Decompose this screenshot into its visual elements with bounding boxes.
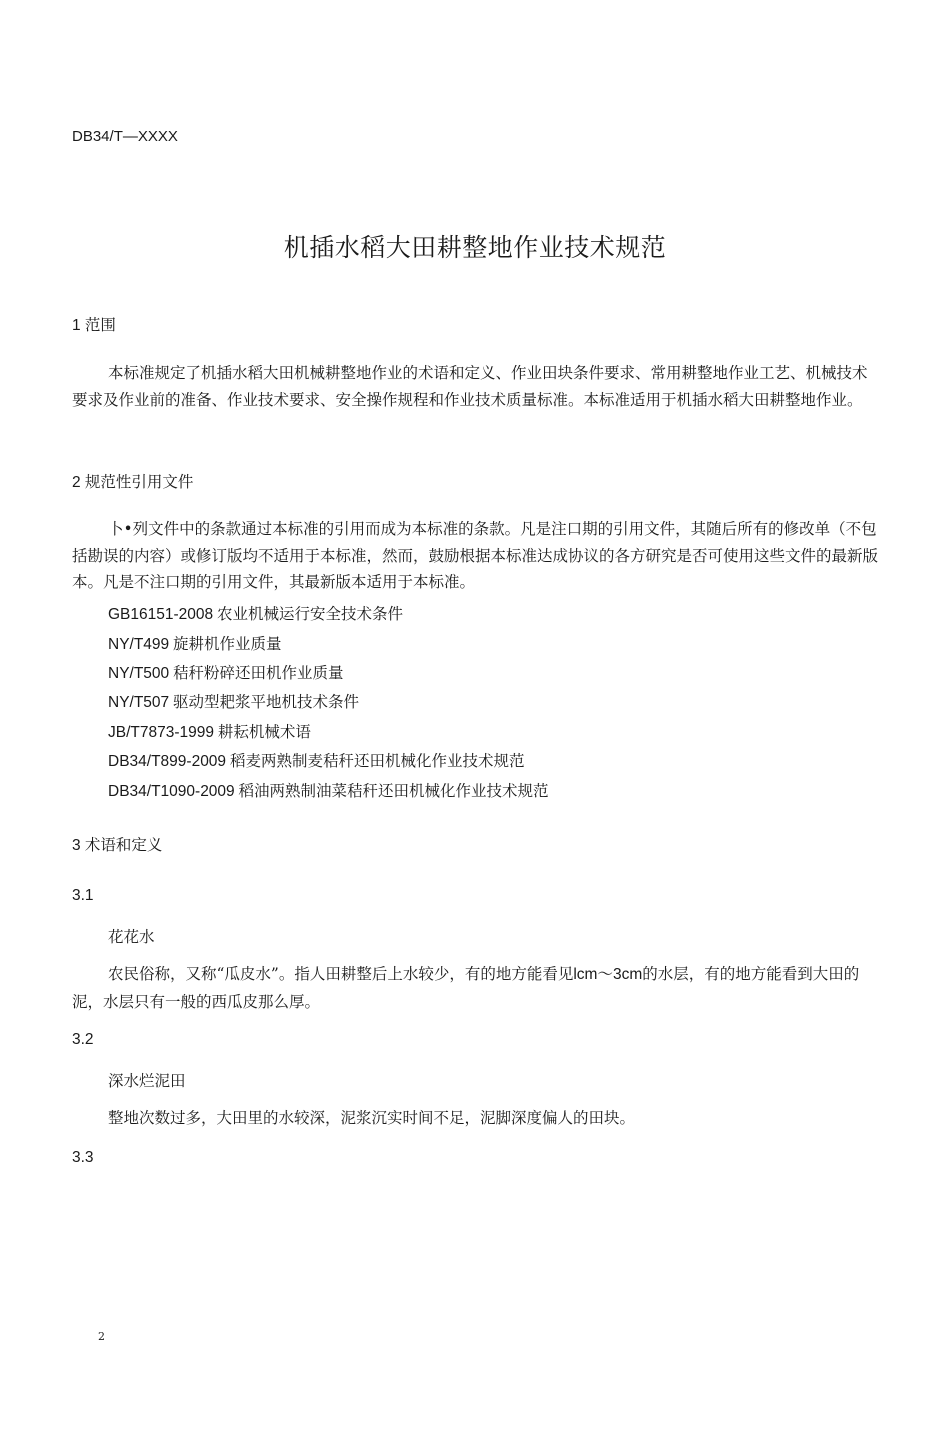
reference-code: DB34/T899-2009 bbox=[108, 753, 227, 770]
term-number: 3.1 bbox=[72, 887, 94, 904]
document-title: 机插水稻大田耕整地作业技术规范 bbox=[283, 234, 667, 262]
reference-item bbox=[108, 779, 549, 801]
reference-item bbox=[108, 720, 311, 742]
term-number: 3.3 bbox=[72, 1149, 94, 1166]
reference-code: NY/T500 bbox=[108, 665, 170, 682]
reference-item bbox=[108, 602, 403, 624]
reference-name: 旋耕机作业质量 bbox=[173, 635, 282, 653]
section-2-heading: 2 规范性引用文件 bbox=[72, 474, 194, 491]
section-1-paragraph: 本标准规定了机插水稻大田机械耕整地作业的术语和定义、作业田块条件要求、常用耕整地作业工艺、机械技术要求及作业前的准备、作业技术要求、安全操作规程和作业技术质量标准。本标准适用于机插水稻大田耕整地作业。 bbox=[72, 364, 868, 409]
reference-code: NY/T507 bbox=[108, 694, 170, 711]
reference-code: DB34/T1090-2009 bbox=[108, 783, 235, 800]
term-name: 深水烂泥田 bbox=[108, 1072, 186, 1090]
section-3-heading: 3 术语和定义 bbox=[72, 837, 163, 854]
term-number: 3.2 bbox=[72, 1031, 94, 1048]
reference-item bbox=[108, 690, 359, 712]
page-number: 2 bbox=[98, 1330, 105, 1343]
term-definition: 整地次数过多，大田里的水较深，泥浆沉实时间不足，泥脚深度偏人的田块。 bbox=[108, 1109, 636, 1127]
section-1-heading: 1 范围 bbox=[72, 317, 116, 334]
reference-code: GB16151-2008 bbox=[108, 606, 214, 623]
document-code: DB34/T—XXXX bbox=[72, 128, 178, 145]
reference-name: 稻油两熟制油菜秸秆还田机械化作业技术规范 bbox=[238, 782, 549, 800]
reference-name: 农业机械运行安全技术条件 bbox=[217, 605, 404, 623]
reference-item bbox=[108, 661, 344, 683]
reference-code: JB/T7873-1999 bbox=[108, 724, 214, 741]
reference-item bbox=[108, 749, 524, 771]
reference-name: 稻麦两熟制麦秸秆还田机械化作业技术规范 bbox=[229, 752, 525, 770]
term-name: 花花水 bbox=[108, 928, 155, 946]
term-definition: 农民俗称，又称“瓜皮水”。指人田耕整后上水较少，有的地方能看见lcm〜3cm的水层，有的地方能看到大田的泥，水层只有一般的西瓜皮那么厚。 bbox=[72, 965, 860, 1011]
reference-name: 驱动型耙浆平地机技术条件 bbox=[173, 693, 360, 711]
reference-item bbox=[108, 632, 282, 654]
reference-name: 秸秆粉碎还田机作业质量 bbox=[173, 664, 344, 682]
reference-code: NY/T499 bbox=[108, 636, 170, 653]
section-2-paragraph: 卜•列文件中的条款通过本标准的引用而成为本标准的条款。凡是注口期的引用文件，其随后所有的修改单（不包括勘误的内容）或修订版均不适用于本标准，然而，鼓励根据本标准达成协议的各方研究是否可使用这些文件的最新版本。凡是不注口期的引用文件，其最新版本适用于本标准。 bbox=[72, 520, 879, 591]
reference-name: 耕耘机械术语 bbox=[217, 723, 311, 741]
